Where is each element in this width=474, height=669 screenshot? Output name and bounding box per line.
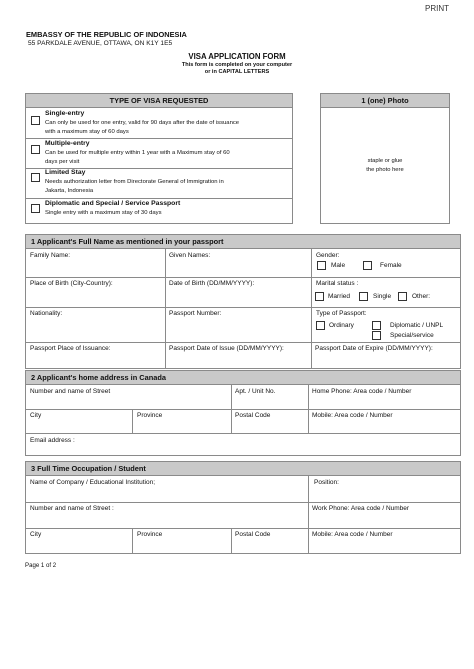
- work-street-field[interactable]: Number and name of Street :: [30, 505, 114, 512]
- print-button[interactable]: PRINT: [425, 4, 449, 13]
- column-divider: [231, 409, 232, 433]
- column-divider: [165, 249, 166, 368]
- special-service-label: Special/service: [390, 332, 434, 339]
- column-divider: [231, 528, 232, 553]
- photo-note-1: staple or glue: [367, 158, 403, 164]
- date-of-birth-field[interactable]: Date of Birth (DD/MM/YYYY):: [169, 280, 255, 287]
- single-entry-desc-1: Can only be used for one entry, valid for 90 days after the date of issuance: [45, 120, 240, 126]
- work-postal-code-field[interactable]: Postal Code: [235, 531, 271, 538]
- home-province-field[interactable]: Province: [137, 412, 163, 419]
- married-label: Married: [328, 293, 351, 300]
- row-divider: [26, 342, 460, 343]
- female-label: Female: [380, 262, 402, 269]
- female-checkbox[interactable]: [363, 261, 372, 270]
- embassy-name: EMBASSY OF THE REPUBLIC OF INDONESIA: [26, 30, 187, 39]
- row-divider: [26, 433, 460, 434]
- date-of-issue-field[interactable]: Passport Date of Issue (DD/MM/YYYY):: [169, 345, 284, 352]
- form-title: VISA APPLICATION FORM: [188, 52, 286, 61]
- position-field[interactable]: Position:: [314, 479, 339, 486]
- home-postal-code-field[interactable]: Postal Code: [235, 412, 271, 419]
- visa-type-box: [25, 93, 293, 224]
- multiple-entry-checkbox[interactable]: [31, 145, 40, 154]
- passport-number-field[interactable]: Passport Number:: [169, 310, 222, 317]
- given-names-field[interactable]: Given Names:: [169, 252, 211, 259]
- diplomatic-passport-title: Diplomatic and Special / Service Passport: [45, 200, 181, 207]
- limited-stay-checkbox[interactable]: [31, 173, 40, 182]
- occupation-header: 3 Full Time Occupation / Student: [26, 462, 460, 476]
- photo-note-2: the photo here: [366, 167, 404, 173]
- company-field[interactable]: Name of Company / Educational Institution;: [30, 479, 156, 486]
- other-label[interactable]: Other:: [412, 293, 431, 300]
- visa-type-header: TYPE OF VISA REQUESTED: [26, 94, 292, 108]
- divider: [26, 138, 292, 139]
- diplomatic-passport-desc: Single entry with a maximum stay of 30 days: [45, 210, 162, 216]
- row-divider: [26, 409, 460, 410]
- special-service-checkbox[interactable]: [372, 331, 381, 340]
- column-divider: [308, 385, 309, 433]
- marital-status-label: Marital status :: [316, 280, 359, 287]
- diplomatic-checkbox[interactable]: [372, 321, 381, 330]
- diplomatic-passport-checkbox[interactable]: [31, 204, 40, 213]
- home-street-field[interactable]: Number and name of Street: [30, 388, 111, 395]
- photo-box: [320, 93, 450, 224]
- passport-type-label: Type of Passport:: [316, 310, 367, 317]
- column-divider: [311, 249, 312, 368]
- place-of-birth-field[interactable]: Place of Birth (City-Country):: [30, 280, 113, 287]
- work-mobile-field[interactable]: Mobile: Area code / Number: [312, 531, 393, 538]
- other-checkbox[interactable]: [398, 292, 407, 301]
- column-divider: [132, 409, 133, 433]
- column-divider: [132, 528, 133, 553]
- apt-unit-field[interactable]: Apt. / Unit No.: [235, 388, 276, 395]
- work-province-field[interactable]: Province: [137, 531, 163, 538]
- gender-label: Gender:: [316, 252, 340, 259]
- applicant-name-header: 1 Applicant's Full Name as mentioned in your passport: [26, 235, 460, 249]
- page-indicator: Page 1 of 2: [25, 562, 57, 569]
- home-mobile-field[interactable]: Mobile: Area code / Number: [312, 412, 393, 419]
- single-entry-title: Single-entry: [45, 110, 85, 117]
- limited-stay-title: Limited Stay: [45, 169, 86, 176]
- male-checkbox[interactable]: [317, 261, 326, 270]
- row-divider: [26, 528, 460, 529]
- multiple-entry-desc-2: days per visit: [45, 159, 80, 165]
- work-city-field[interactable]: City: [30, 531, 42, 538]
- home-phone-field[interactable]: Home Phone: Area code / Number: [312, 388, 412, 395]
- ordinary-label: Ordinary: [329, 322, 354, 329]
- row-divider: [26, 502, 460, 503]
- divider: [26, 198, 292, 199]
- home-address-header: 2 Applicant's home address in Canada: [26, 371, 460, 385]
- applicant-name-section: [25, 234, 461, 369]
- home-city-field[interactable]: City: [30, 412, 42, 419]
- nationality-field[interactable]: Nationality:: [30, 310, 63, 317]
- diplomatic-label: Diplomatic / UNPL: [390, 322, 444, 329]
- married-checkbox[interactable]: [315, 292, 324, 301]
- column-divider: [231, 385, 232, 409]
- occupation-section: [25, 461, 461, 554]
- place-of-issuance-field[interactable]: Passport Place of Issuance:: [30, 345, 111, 352]
- single-entry-desc-2: with a maximum stay of 60 days: [45, 129, 129, 135]
- row-divider: [26, 307, 460, 308]
- male-label: Male: [331, 262, 346, 269]
- column-divider: [308, 476, 309, 553]
- email-field[interactable]: Email address :: [30, 437, 75, 444]
- ordinary-checkbox[interactable]: [316, 321, 325, 330]
- single-label: Single: [373, 293, 392, 300]
- single-checkbox[interactable]: [359, 292, 368, 301]
- family-name-field[interactable]: Family Name:: [30, 252, 71, 259]
- limited-stay-desc-2: Jakarta, Indonesia: [45, 188, 94, 194]
- form-subtitle-line-1: This form is completed on your computer: [181, 62, 293, 68]
- photo-header: 1 (one) Photo: [321, 94, 449, 108]
- home-address-section: [25, 370, 461, 456]
- multiple-entry-desc-1: Can be used for multiple entry within 1 year with a Maximum stay of 60: [45, 150, 230, 156]
- row-divider: [26, 277, 460, 278]
- form-subtitle-line-2: or in CAPITAL LETTERS: [204, 69, 270, 75]
- embassy-address: 55 PARKDALE AVENUE, OTTAWA, ON K1Y 1E5: [28, 40, 173, 47]
- limited-stay-desc-1: Needs authorization letter from Directorate General of Immigration in: [45, 179, 224, 185]
- single-entry-checkbox[interactable]: [31, 116, 40, 125]
- multiple-entry-title: Multiple-entry: [45, 140, 90, 147]
- date-of-expire-field[interactable]: Passport Date of Expire (DD/MM/YYYY):: [315, 345, 433, 352]
- work-phone-field[interactable]: Work Phone: Area code / Number: [312, 505, 410, 512]
